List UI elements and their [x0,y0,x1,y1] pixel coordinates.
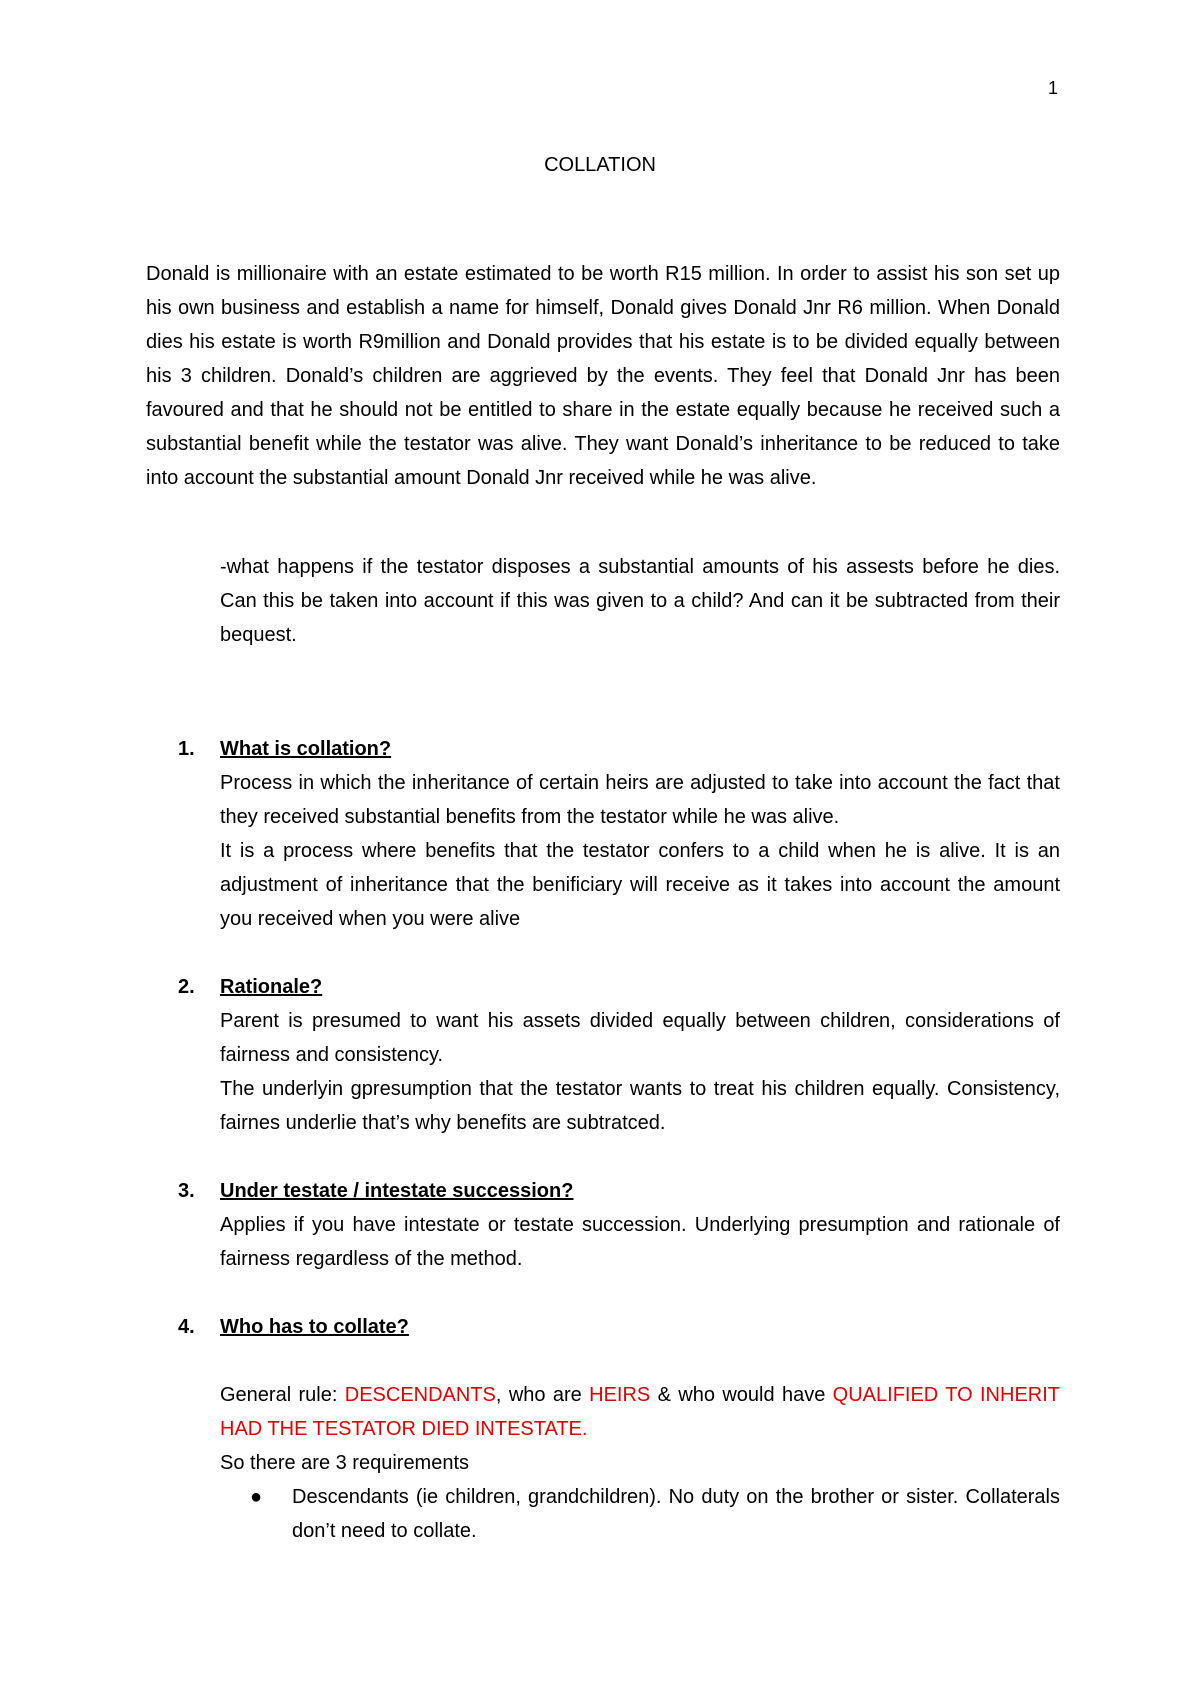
section-item [146,1174,1060,1276]
requirement-text: Descendants (ie children, grandchildren). No duty on the brother or sister. Collaterals don’t need to collate. [292,1486,1060,1542]
requirements-intro: So there are 3 requirements [220,1452,470,1474]
question-paragraph: -what happens if the testator disposes a substantial amounts of his assests before he dies. Can this be taken into account if this was given to a child? And can it be subtracted from their bequest. [220,556,1060,646]
rule-mid-2: & who would have [650,1384,833,1406]
section-item [146,1310,1060,1548]
intro-paragraph: Donald is millionaire with an estate estimated to be worth R15 million. In order to assist his son set up his own business and establish a name for himself, Donald gives Donald Jnr R6 million. When Donald dies his estate is worth R9million and Donald provides that his estate is to be divided equally between his 3 children. Donald’s children are aggrieved by the events. They feel that Donald Jnr has been favoured and that he should not be entitled to share in the estate equally because he received such a substantial benefit while the testator was alive. They want Donald’s inheritance to be reduced to take into account the substantial amount Donald Jnr received while he was alive. [146,263,1060,489]
general-rule [220,1378,1060,1446]
rule-mid-1: , who are [495,1384,590,1406]
section-item [146,732,1060,936]
rule-descendants: DESCENDANTS [344,1384,496,1406]
section-number: 3. [178,1180,195,1202]
section-heading: Rationale? [220,976,323,998]
section-paragraph: Parent is presumed to want his assets divided equally between children, considerations of fairness and consistency. [220,1010,1060,1066]
rule-heirs: HEIRS [589,1384,651,1406]
section-paragraph: It is a process where benefits that the testator confers to a child when he is alive. It is an adjustment of inheritance that the benificiary will receive as it takes into account the amount you received when you were alive [220,840,1060,930]
section-heading: Under testate / intestate succession? [220,1180,574,1202]
requirement-item [220,1480,1060,1548]
page-number: 1 [1047,78,1058,98]
document-title: COLLATION [544,154,656,176]
section-paragraph: Applies if you have intestate or testate succession. Underlying presumption and rationale of fairness regardless of the method. [220,1214,1060,1270]
section-paragraph: Process in which the inheritance of certain heirs are adjusted to take into account the fact that they received substantial benefits from the testator while he was alive. [220,772,1060,828]
section-list [146,732,1060,1582]
section-item [146,970,1060,1140]
section-number: 2. [178,976,195,998]
section-paragraph: The underlyin gpresumption that the testator wants to treat his children equally. Consistency, fairnes underlie that’s why benefits are subtratced. [220,1078,1060,1134]
section-heading: Who has to collate? [220,1316,409,1338]
bullet-icon: ● [250,1486,263,1508]
section-heading: What is collation? [220,738,392,760]
section-number: 1. [178,738,195,760]
rule-prefix: General rule: [220,1384,345,1406]
requirements-list [220,1480,1060,1548]
section-number: 4. [178,1316,195,1338]
rule-qualified: QUALIFIED TO INHERIT HAD THE TESTATOR DIED INTESTATE. [220,1384,1061,1440]
